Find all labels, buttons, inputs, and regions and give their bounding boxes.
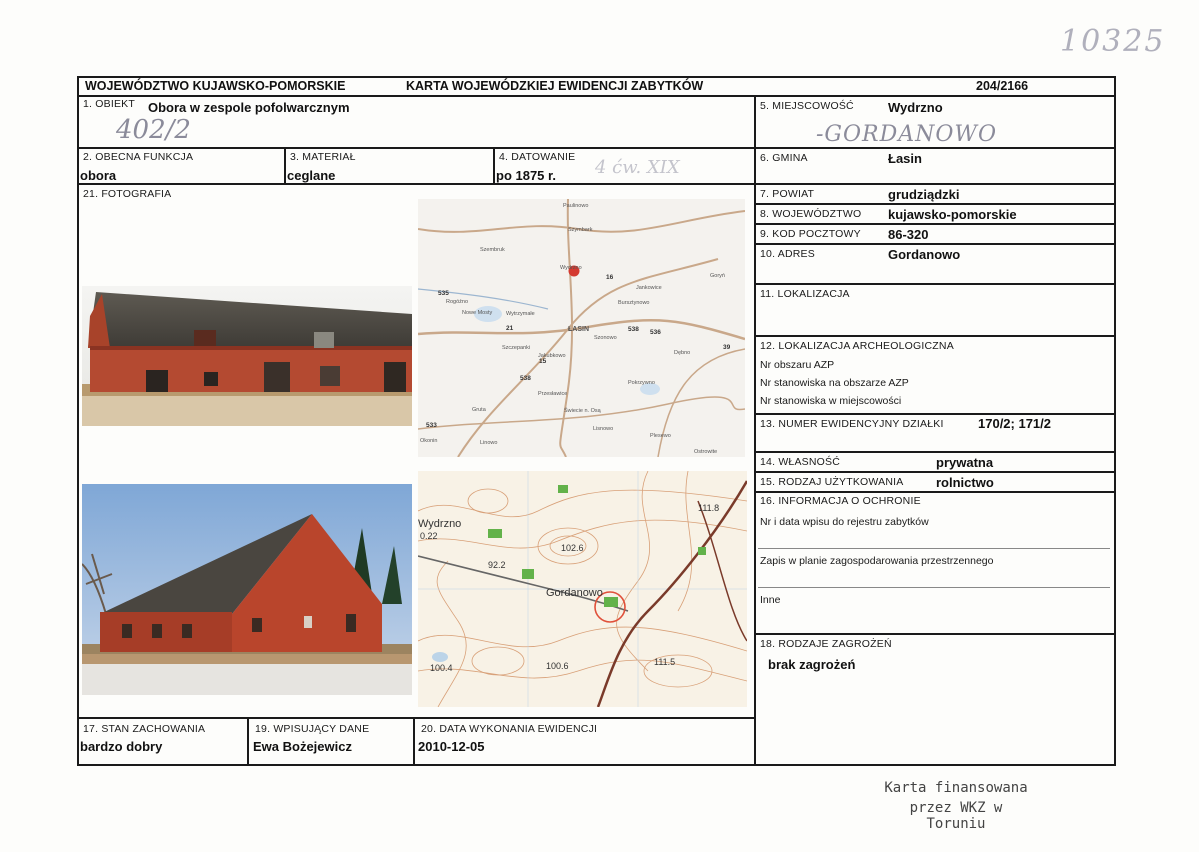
adres-value: Gordanowo [888,247,961,262]
map1-town-6: Gruta [472,407,486,413]
barn-photo-1 [82,286,412,426]
map2-label-8: 0.22 [420,531,438,541]
map2-label-4: 100.6 [546,661,569,671]
miejscowosc-value: Wydrzno [888,100,943,115]
map2-label-3: 92.2 [488,560,506,570]
map1-road-6: 15 [539,358,547,365]
stan-label: 17. STAN ZACHOWANIA [83,723,206,735]
material-value: ceglane [287,168,336,183]
map1-town-18: Bursztynowo [618,300,650,306]
wlasnosc-value: prywatna [936,455,994,470]
dzialka-value: 170/2; 171/2 [978,416,1052,431]
uzytkowanie-value: rolnictwo [936,475,994,490]
material-label: 3. MATERIAŁ [290,151,356,163]
fotografia-label: 21. FOTOGRAFIA [83,188,172,200]
map1-town-23: Szymbark [568,227,593,233]
map2-label-2: 102.6 [561,543,584,553]
obiekt-label: 1. OBIEKT [83,98,135,110]
map1-town-20: Wytrzymałe [506,311,535,317]
miejscowosc-handwritten: -GORDANOWO [816,122,998,147]
archeo-label: 12. LOKALIZACJA ARCHEOLOGICZNA [760,340,954,352]
dzialka-label: 13. NUMER EWIDENCYJNY DZIAŁKI [760,418,944,430]
topographic-map [418,471,747,707]
map2-label-5: 111.5 [654,657,676,667]
map1-town-2: Wydrzno [560,265,582,271]
kod-value: 86-320 [888,227,929,242]
map2-label-1: Gordanowo [546,587,603,599]
map1-town-4: ŁASIN [568,326,589,333]
map1-town-0: Paulinowo [563,203,589,209]
zagrozenia-label: 18. RODZAJE ZAGROŻEŃ [760,638,892,650]
barn-photo-2 [82,484,412,695]
funding-stamp [876,780,1036,832]
uzytkowanie-label: 15. RODZAJ UŻYTKOWANIA [760,476,904,488]
map1-town-16: Jankowice [636,285,662,291]
obiekt-value: Obora w zespole pofolwarcznym [148,100,350,115]
map1-road-4: 536 [650,329,661,336]
map1-road-7: 21 [506,325,514,332]
data-ewid-label: 20. DATA WYKONANIA EWIDENCJI [421,723,598,735]
map1-town-19: Jakubkowo [538,353,566,359]
location-map [418,199,745,457]
funkcja-value: obora [80,168,117,183]
gmina-label: 6. GMINA [760,152,808,164]
miejscowosc-label: 5. MIEJSCOWOŚĆ [760,100,854,112]
archive-number: 10325 [1060,24,1166,59]
header-number: 204/2166 [976,79,1029,93]
map1-town-9: Goryń [710,273,725,279]
map1-town-3: Szembruk [480,247,505,253]
header-title: KARTA WOJEWÓDZKIEJ EWIDENCJI ZABYTKÓW [406,79,704,93]
ochrona-label: 16. INFORMACJA O OCHRONIE [760,495,921,507]
map2-label-7: 111.8 [698,503,720,513]
map1-road-2: 16 [606,274,614,281]
datowanie-handwritten: 4 ćw. XIX [595,157,680,178]
funkcja-label: 2. OBECNA FUNKCJA [83,151,194,163]
header-region: WOJEWÓDZTWO KUJAWSKO-POMORSKIE [85,79,346,93]
map1-town-8: Plesewo [650,433,671,439]
datowanie-value: po 1875 r. [496,168,556,183]
zagrozenia-cell [754,633,1116,766]
powiat-value: grudziądzki [888,187,960,202]
wojewodztwo-value: kujawsko-pomorskie [888,207,1017,222]
stan-value: bardzo dobry [80,739,163,754]
zagrozenia-value: brak zagrożeń [768,657,856,672]
map1-town-21: Przesławice [538,391,568,397]
lokalizacja-label: 11. LOKALIZACJA [760,288,850,300]
map1-town-14: Dębno [674,350,691,356]
map1-road-5: 39 [723,344,731,351]
stamp-line-1: Karta finansowana [884,780,1028,796]
map1-town-7: Świecie n. Osą [564,408,601,414]
ochrona-rule-2 [758,587,1110,588]
stamp-line-2: przez WKZ w Toruniu [909,800,1003,832]
map2-label-0: Wydrzno [418,518,462,530]
wlasnosc-label: 14. WŁASNOŚĆ [760,456,841,468]
map1-road-8: 533 [426,422,437,429]
kod-label: 9. KOD POCZTOWY [760,228,861,240]
adres-label: 10. ADRES [760,248,815,260]
map1-town-15: Szonowo [594,335,617,341]
archeo-line3: Nr stanowiska w miejscowości [760,395,902,407]
map1-town-13: Ostrowite [694,449,718,455]
map1-town-11: Okonin [420,438,438,444]
ochrona-line1: Nr i data wpisu do rejestru zabytków [760,516,929,528]
ochrona-line3: Inne [760,594,781,606]
gmina-value: Łasin [888,151,922,166]
map1-town-17: Nowe Mosty [462,310,493,316]
archeo-line2: Nr stanowiska na obszarze AZP [760,377,909,389]
powiat-label: 7. POWIAT [760,188,815,200]
map1-road-0: 535 [438,290,449,297]
map1-road-1: 538 [520,375,531,382]
map1-town-1: Lisnowo [593,426,614,432]
wpisujacy-value: Ewa Bożejewicz [253,739,352,754]
ochrona-line2: Zapis w planie zagospodarowania przestrzennego [760,555,994,567]
ochrona-rule-1 [758,548,1110,549]
map1-town-22: Pokrzywno [628,380,655,386]
archeo-line1: Nr obszaru AZP [760,359,835,371]
map1-town-12: Linowo [480,440,498,446]
data-ewid-value: 2010-12-05 [418,739,485,754]
datowanie-label: 4. DATOWANIE [499,151,576,163]
map1-town-10: Rogóźno [446,299,469,305]
map1-town-5: Szczepanki [502,345,531,351]
wpisujacy-label: 19. WPISUJĄCY DANE [255,723,370,735]
wojewodztwo-label: 8. WOJEWÓDZTWO [760,208,862,220]
map1-road-3: 538 [628,326,639,333]
gmina-cell [754,147,1116,185]
map2-label-6: 100.4 [430,663,453,673]
obiekt-handwritten: 402/2 [116,115,191,145]
